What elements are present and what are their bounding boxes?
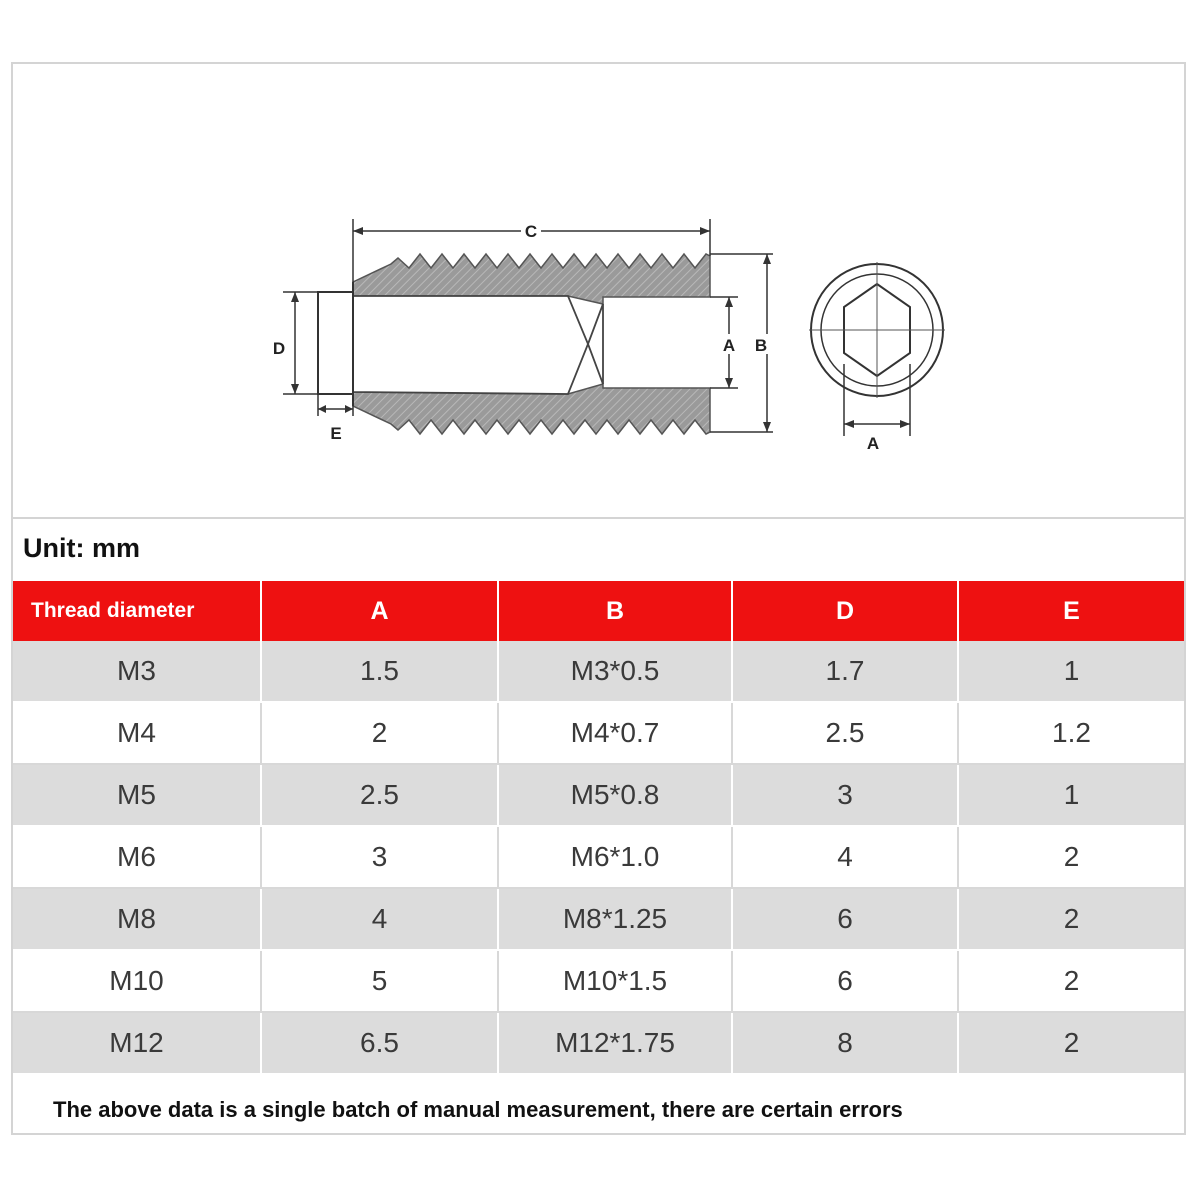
label-c: C [524, 222, 538, 241]
label-b: B [754, 336, 768, 355]
header-thread-diameter: Thread diameter [13, 581, 261, 641]
cell-d: 6 [732, 950, 958, 1012]
drawing-svg [13, 64, 1184, 519]
cell-thread: M6 [13, 826, 261, 888]
cell-b: M3*0.5 [498, 641, 732, 702]
cell-d: 2.5 [732, 702, 958, 764]
label-a-side: A [722, 336, 736, 355]
cell-thread: M4 [13, 702, 261, 764]
cell-thread: M5 [13, 764, 261, 826]
cell-d: 6 [732, 888, 958, 950]
cell-e: 1 [958, 641, 1184, 702]
label-e: E [330, 424, 342, 443]
cell-e: 2 [958, 1012, 1184, 1074]
table-row [13, 641, 1184, 702]
cell-thread: M8 [13, 888, 261, 950]
cell-d: 1.7 [732, 641, 958, 702]
cell-thread: M10 [13, 950, 261, 1012]
hex-socket-bore [353, 296, 588, 394]
unit-label: Unit: mm [23, 533, 140, 563]
cell-b: M4*0.7 [498, 702, 732, 764]
cell-e: 2 [958, 950, 1184, 1012]
cell-b: M12*1.75 [498, 1012, 732, 1074]
header-e: E [958, 581, 1184, 641]
cell-a: 3 [261, 826, 498, 888]
cell-b: M5*0.8 [498, 764, 732, 826]
section-divider [13, 517, 1184, 519]
table-row [13, 950, 1184, 1012]
spec-sheet [11, 62, 1186, 1135]
cell-a: 6.5 [261, 1012, 498, 1074]
dimension-table [13, 581, 1184, 1075]
cell-e: 1.2 [958, 702, 1184, 764]
table-row [13, 764, 1184, 826]
cell-d: 3 [732, 764, 958, 826]
dimension-d [273, 292, 318, 394]
label-a-end: A [866, 434, 880, 453]
cell-a: 1.5 [261, 641, 498, 702]
set-screw-side-view [318, 254, 710, 434]
cell-e: 2 [958, 888, 1184, 950]
header-d: D [732, 581, 958, 641]
measurement-note: The above data is a single batch of manual measurement, there are certain errors [53, 1097, 903, 1122]
cell-b: M10*1.5 [498, 950, 732, 1012]
dimension-e [318, 394, 353, 443]
cell-e: 2 [958, 826, 1184, 888]
table-header-row [13, 581, 1184, 641]
dimension-b [710, 254, 773, 432]
cell-a: 4 [261, 888, 498, 950]
cell-thread: M12 [13, 1012, 261, 1074]
hex-socket-taper [588, 304, 603, 384]
cell-b: M8*1.25 [498, 888, 732, 950]
cell-thread: M3 [13, 641, 261, 702]
table-row [13, 826, 1184, 888]
header-b: B [498, 581, 732, 641]
table-row [13, 702, 1184, 764]
technical-drawing [13, 64, 1184, 519]
cell-d: 8 [732, 1012, 958, 1074]
dimension-a-side [710, 297, 738, 388]
cell-e: 1 [958, 764, 1184, 826]
label-d: D [272, 339, 286, 358]
table-row [13, 1012, 1184, 1074]
cell-b: M6*1.0 [498, 826, 732, 888]
cell-d: 4 [732, 826, 958, 888]
set-screw-end-view [809, 262, 945, 453]
cell-a: 2.5 [261, 764, 498, 826]
header-a: A [261, 581, 498, 641]
cell-a: 5 [261, 950, 498, 1012]
cell-a: 2 [261, 702, 498, 764]
dog-point [318, 292, 353, 394]
table-row [13, 888, 1184, 950]
